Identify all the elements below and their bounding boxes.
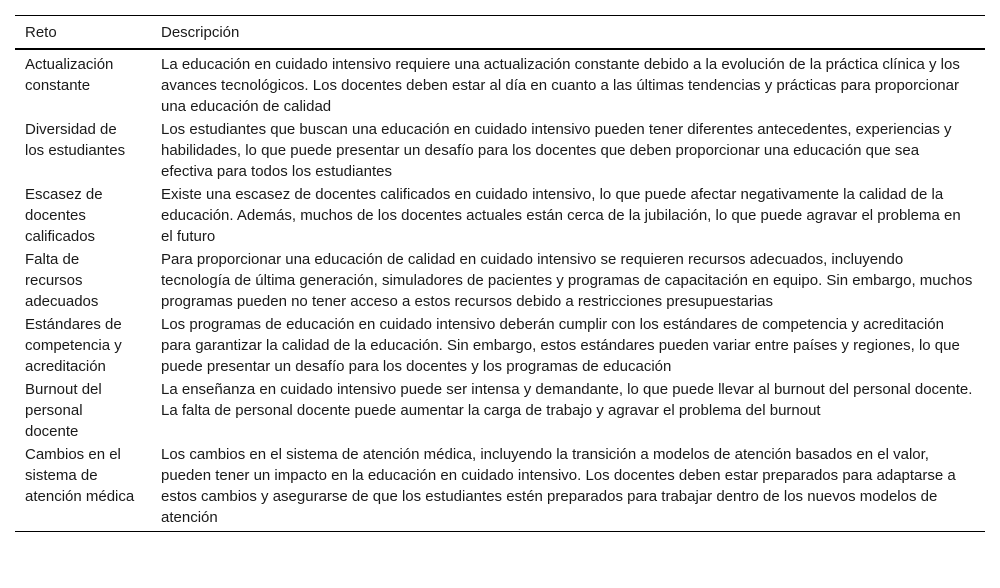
challenges-table <box>15 15 985 532</box>
cell-descripcion: Los programas de educación en cuidado intensivo deberán cumplir con los estándares de competencia y acreditación para garantizar la calidad de la educación. Sin embargo, estos estándares pueden variar entre países y regiones, lo que puede presentar un desafío para los docentes y los programas de educación <box>161 316 960 375</box>
cell-reto: Diversidad de los estudiantes <box>25 121 126 159</box>
cell-reto: Estándares de competencia y acreditación <box>25 316 122 375</box>
cell-reto: Actualización constante <box>25 56 114 94</box>
header-row <box>15 16 985 50</box>
table-header <box>15 16 985 50</box>
cell-descripcion: La enseñanza en cuidado intensivo puede ser intensa y demandante, lo que puede llevar al burnout del personal docente. La falta de personal docente puede aumentar la carga de trabajo y agravar el problema del burnout <box>161 381 973 419</box>
cell-reto: Falta de recursos adecuados <box>25 251 99 310</box>
table-row <box>15 49 985 117</box>
cell-reto: Burnout del personal docente <box>25 381 102 440</box>
cell-descripcion: Los estudiantes que buscan una educación en cuidado intensivo pueden tener diferentes antecedentes, experiencias y habilidades, lo que puede presentar un desafío para los docentes que deben proporcionar una educación que sea efectiva para todos los estudiantes <box>161 121 952 180</box>
challenges-table-container <box>15 15 985 532</box>
header-descripcion: Descripción <box>161 24 240 41</box>
cell-descripcion: Existe una escasez de docentes calificados en cuidado intensivo, lo que puede afectar negativamente la calidad de la educación. Además, muchos de los docentes actuales están cerca de la jubilación, lo que puede agravar el problema en el futuro <box>161 186 961 245</box>
header-reto: Reto <box>25 24 57 41</box>
cell-descripcion: La educación en cuidado intensivo requiere una actualización constante debido a la evolución de la práctica clínica y los avances tecnológicos. Los docentes deben estar al día en cuanto a las últimas tendencias y prácticas para proporcionar una educación de calidad <box>161 56 960 115</box>
cell-reto: Cambios en el sistema de atención médica <box>25 446 135 505</box>
cell-reto: Escasez de docentes calificados <box>25 186 103 245</box>
table-row <box>15 312 985 377</box>
table-body <box>15 49 985 532</box>
table-row <box>15 442 985 532</box>
cell-descripcion: Los cambios en el sistema de atención médica, incluyendo la transición a modelos de atención basados en el valor, pueden tener un impacto en la educación en cuidado intensivo. Los docentes deben estar preparados para adaptarse a estos cambios y asegurarse de que los estudiantes estén preparados para trabajar dentro de los nuevos modelos de atención <box>161 446 956 526</box>
table-row <box>15 182 985 247</box>
table-row <box>15 117 985 182</box>
table-row <box>15 247 985 312</box>
table-row <box>15 377 985 442</box>
cell-descripcion: Para proporcionar una educación de calidad en cuidado intensivo se requieren recursos adecuados, incluyendo tecnología de última generación, simuladores de pacientes y programas de capacitación en equipo. Sin embargo, muchos programas pueden no tener acceso a estos recursos debido a restricciones presupuestarias <box>161 251 973 310</box>
